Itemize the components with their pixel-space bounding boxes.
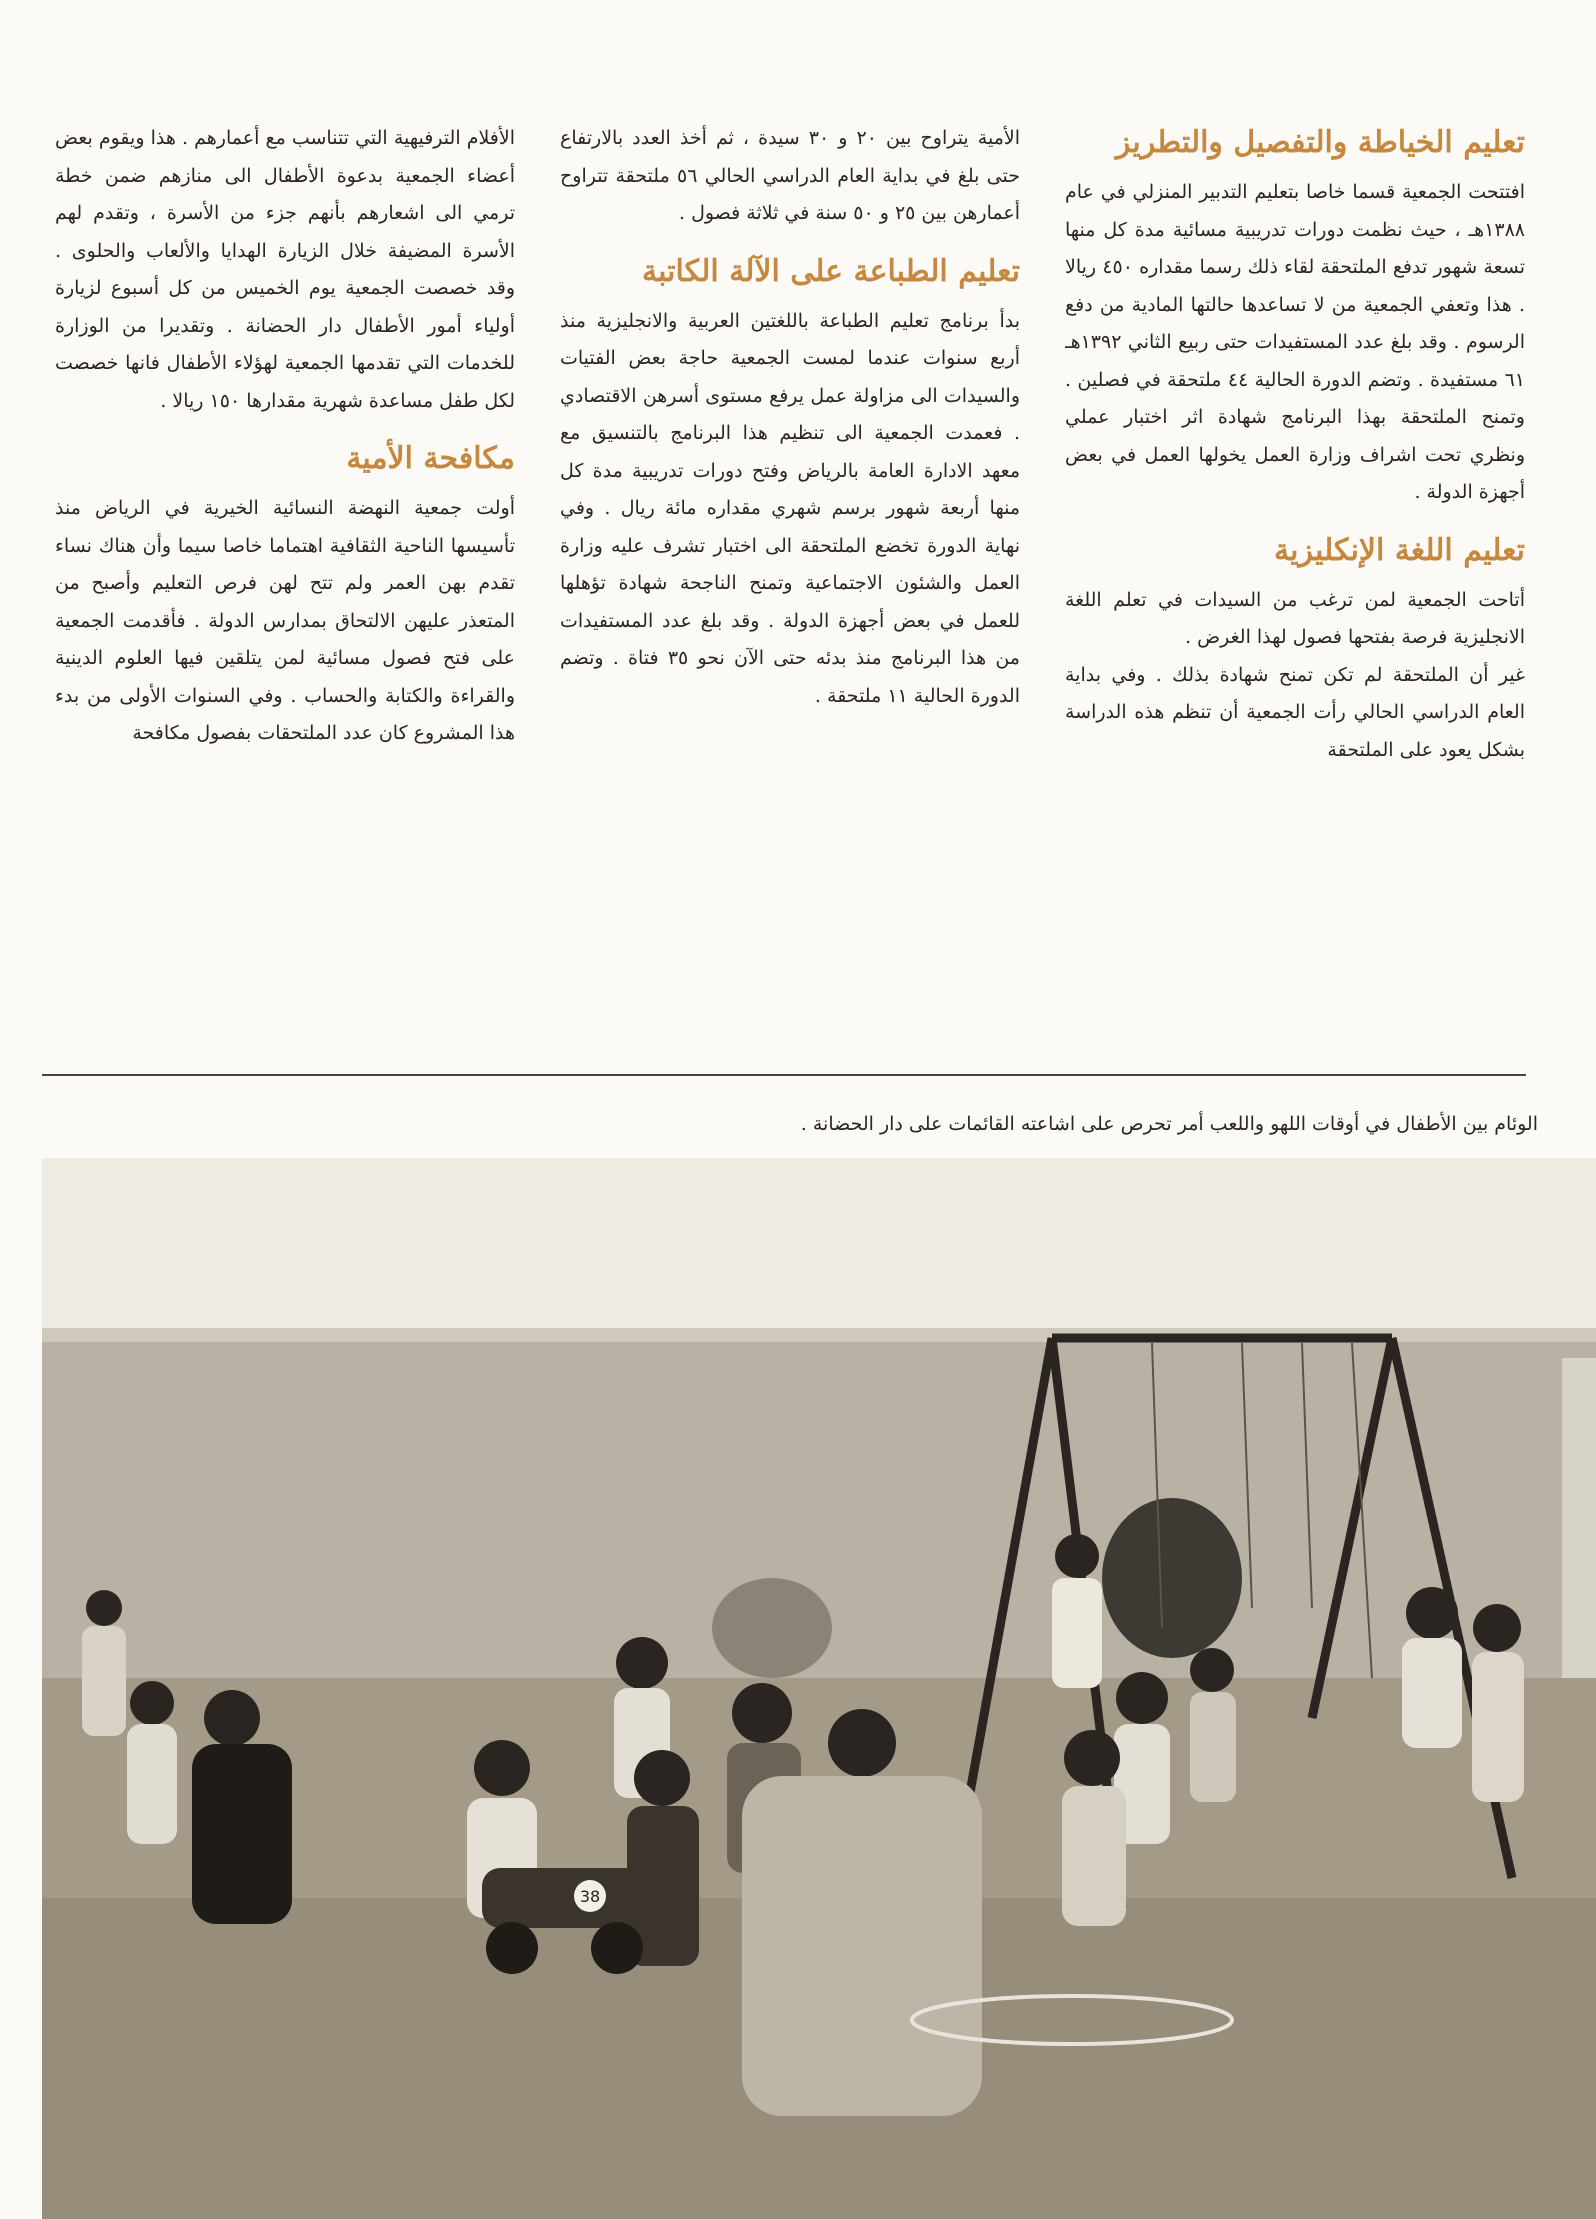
section-heading-literacy: مكافحة الأمية — [346, 441, 515, 476]
column-right — [55, 120, 515, 1000]
article-columns — [55, 120, 1525, 1000]
paragraph: الأمية يتراوح بين ٢٠ و ٣٠ سيدة ، ثم أخذ العدد بالارتفاع حتى بلغ في بداية العام الدراسي الحالي ٥٦ ملتحقة تتراوح أعمارهن بين ٢٥ و ٥٠ سنة في ثلاثة فصول . — [560, 127, 1020, 224]
section-heading-english: تعليم اللغة الإنكليزية — [1274, 532, 1525, 568]
column-left — [1065, 120, 1525, 1000]
paragraph: أولت جمعية النهضة النسائية الخيرية في الرياض منذ تأسيسها الناحية الثقافية اهتماما خاصا سيما وأن هناك نساء تقدم بهن العمر ولم تتح لهن فرص التعليم وأصبح من المتعذر عليهن الالتحاق بمدارس الدولة . فأقدمت الجمعية على فتح فصول مسائية لمن يتلقين فيها العلوم الدينية والقراءة والكتابة والحساب . وفي السنوات الأولى من بدء هذا المشروع كان عدد الملتحقات بفصول مكافحة — [55, 497, 515, 744]
paragraph: غير أن الملتحقة لم تكن تمنح شهادة بذلك . وفي بداية العام الدراسي الحالي رأت الجمعية أن تنظم هذه الدراسة بشكل يعود على الملتحقة — [1065, 663, 1525, 761]
toy-car-number: 38 — [579, 1887, 601, 1906]
divider-rule — [42, 1074, 1526, 1076]
photo-sky — [42, 1158, 1596, 1338]
column-middle — [560, 120, 1020, 1000]
paragraph: الأفلام الترفيهية التي تتناسب مع أعمارهم . هذا ويقوم بعض أعضاء الجمعية بدعوة الأطفال الى منازهم ضمن خطة ترمي الى اشعارهم بأنهم جزء من الأسرة ، وتقدم لهم الأسرة المضيفة خلال الزيارة الهدايا والألعاب والحلوى . وقد خصصت الجمعية يوم الخميس من كل أسبوع لزيارة أولياء أمور الأطفال دار الحضانة . وتقديرا من الوزارة للخدمات التي تقدمها الجمعية لهؤلاء الأطفال فانها خصصت لكل طفل مساعدة شهرية مقدارها ١٥٠ ريالا . — [55, 127, 515, 412]
section-heading-sewing: تعليم الخياطة والتفصيل والتطريز — [1115, 125, 1525, 160]
caregiver-figure — [742, 1776, 982, 2116]
paragraph: افتتحت الجمعية قسما خاصا بتعليم التدبير المنزلي في عام ١٣٨٨هـ ، حيث نظمت دورات تدريبية مسائية مدة كل منها تسعة شهور تدفع الملتحقة لقاء ذلك رسما مقداره ٤٥٠ ريالا . هذا وتعفي الجمعية من لا تساعدها حالتها المادية من دفع الرسوم . وقد بلغ عدد المستفيدات حتى ربيع الثاني ١٣٩٢هـ ٦١ مستفيدة . وتضم الدورة الحالية ٤٤ ملتحقة في فصلين . وتمنح الملتحقة بهذا البرنامج شهادة اثر اختبار عملي ونظري تحت اشراف وزارة العمل يخولها العمل في بعض أجهزة الدولة . — [1065, 181, 1525, 503]
photo-caption: الوئام بين الأطفال في أوقات اللهو واللعب أمر تحرص على اشاعته القائمات على دار الحضانة . — [800, 1113, 1538, 1135]
tree-shape — [1102, 1498, 1242, 1658]
paragraph: أتاحت الجمعية لمن ترغب من السيدات في تعلم اللغة الانجليزية فرصة بفتحها فصول لهذا الغرض . — [1065, 588, 1525, 648]
playground-photo — [42, 1158, 1596, 2219]
paragraph: بدأ برنامج تعليم الطباعة باللغتين العربية والانجليزية منذ أربع سنوات عندما لمست الجمعية حاجة بعض الفتيات والسيدات الى مزاولة عمل يرفع مستوى أسرهن الاقتصادي . فعمدت الجمعية الى تنظيم هذا البرنامج بالتنسيق مع معهد الادارة العامة بالرياض وفتح دورات تدريبية مدة كل منها أربعة شهور برسم شهري مقداره مائة ريال . وفي نهاية الدورة تخضع الملتحقة الى اختبار تشرف عليه وزارة العمل والشئون الاجتماعية وتمنح الناجحة شهادة تؤهلها للعمل في بعض أجهزة الدولة . وقد بلغ عدد المستفيدات من هذا البرنامج منذ بدئه حتى الآن نحو ٣٥ فتاة . وتضم الدورة الحالية ١١ ملتحقة . — [560, 309, 1020, 707]
photo-illustration — [42, 1158, 1596, 2219]
section-heading-typing: تعليم الطباعة على الآلة الكاتبة — [642, 253, 1020, 289]
